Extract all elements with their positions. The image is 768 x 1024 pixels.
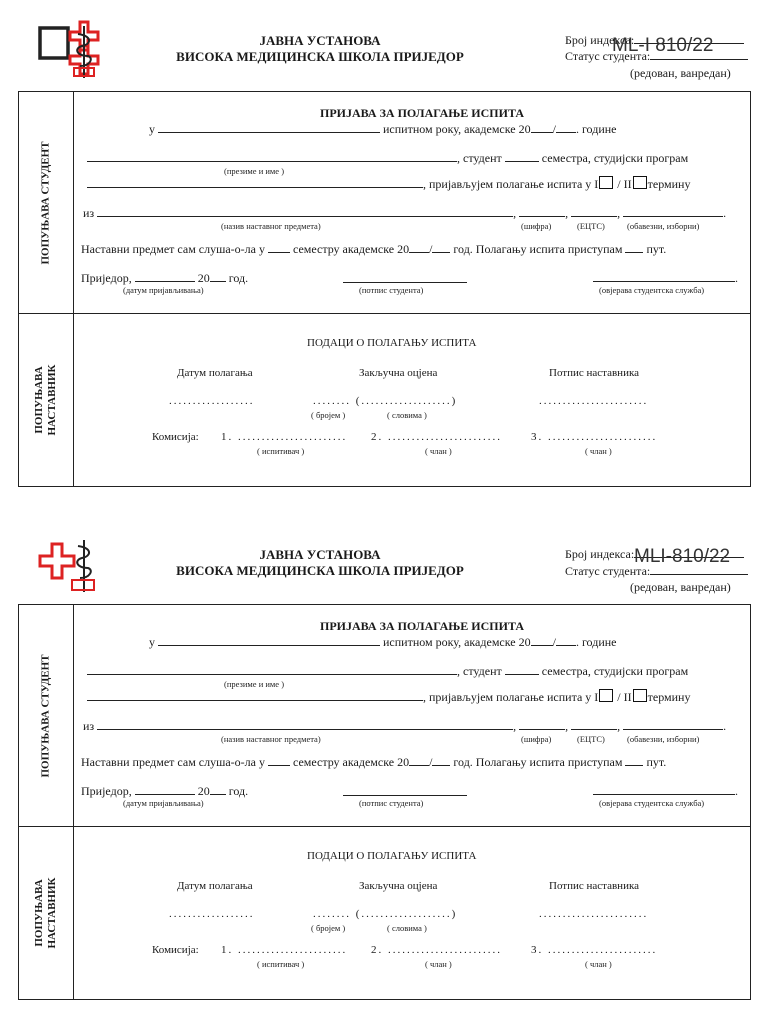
- teacher-section: [19, 826, 750, 999]
- hint-name: (презиме и име ): [224, 679, 285, 689]
- exam-period-line[interactable]: у испитном року, академске 20 / . године: [149, 122, 617, 136]
- col-teacher-signature: Потпис наставника: [549, 880, 640, 892]
- teacher-signature-field[interactable]: .......................: [539, 908, 649, 920]
- grade-field[interactable]: ........ (...................): [313, 395, 458, 407]
- student-side-column: [19, 605, 74, 826]
- application-copy-2: [0, 514, 768, 1004]
- handwritten-index-number: MLI-810/22: [634, 546, 731, 567]
- hint-member-2: ( члан ): [425, 446, 452, 456]
- handwritten-index-number: ML-I 810/22: [612, 35, 714, 56]
- hint-number: ( бројем ): [311, 410, 346, 420]
- subject-line[interactable]: из , , , .: [83, 719, 727, 733]
- status-hint: (редован, ванредан): [630, 580, 731, 594]
- index-number-field[interactable]: Број индекса:: [565, 32, 744, 48]
- student-service-field[interactable]: .: [593, 783, 738, 799]
- student-status-field[interactable]: Статус студента:: [565, 563, 748, 579]
- form-title: ПРИЈАВА ЗА ПОЛАГАЊЕ ИСПИТА: [320, 106, 525, 120]
- hint-date: (датум пријављивања): [123, 285, 204, 295]
- application-form-frame: [18, 604, 751, 1000]
- term-1-checkbox[interactable]: [599, 176, 613, 189]
- exam-data-title: ПОДАЦИ О ПОЛАГАЊУ ИСПИТА: [307, 850, 477, 862]
- hint-signature: (потпис студента): [359, 285, 424, 295]
- student-name-line[interactable]: , студент семестра, студијски програм: [87, 663, 688, 679]
- register-exam-line[interactable]: , пријављујем полагање испита у I / II термину: [87, 176, 690, 192]
- place-date-line[interactable]: Приједор, 20 год.: [81, 271, 249, 285]
- student-name-line[interactable]: , студент семестра, студијски програм: [87, 150, 688, 166]
- status-hint: (редован, ванредан): [630, 66, 731, 80]
- form-title: ПРИЈАВА ЗА ПОЛАГАЊЕ ИСПИТА: [320, 619, 525, 633]
- teacher-side-label: ПОПУЊАВА НАСТАВНИК: [33, 363, 58, 436]
- hint-name: (презиме и име ): [224, 166, 285, 176]
- col-exam-date: Датум полагања: [177, 367, 253, 379]
- committee-member-2-field[interactable]: 2. ........................: [371, 431, 502, 443]
- col-exam-date: Датум полагања: [177, 880, 253, 892]
- school-logo-icon: [36, 534, 116, 594]
- student-side-label: ПОПУЊАВА СТУДЕНТ: [39, 140, 52, 265]
- hint-member-2: ( члан ): [425, 959, 452, 969]
- hint-words: ( словима ): [387, 923, 427, 933]
- student-section: [19, 605, 750, 827]
- subject-line[interactable]: из , , , .: [83, 206, 727, 220]
- place-date-line[interactable]: Приједор, 20 год.: [81, 784, 249, 798]
- teacher-side-column: [19, 826, 74, 999]
- hint-type: (обавезни, изборни): [627, 221, 700, 231]
- hint-ects: (ЕЦТС): [577, 734, 605, 744]
- grade-field[interactable]: ........ (...................): [313, 908, 458, 920]
- hint-service: (овјерава студентска служба): [599, 285, 705, 295]
- hint-type: (обавезни, изборни): [627, 734, 700, 744]
- committee-member-1-field[interactable]: 1. .......................: [221, 944, 348, 956]
- hint-subject: (назив наставног предмета): [221, 734, 321, 744]
- term-2-checkbox[interactable]: [633, 176, 647, 189]
- teacher-section: [19, 313, 750, 486]
- teacher-signature-field[interactable]: .......................: [539, 395, 649, 407]
- hint-date: (датум пријављивања): [123, 798, 204, 808]
- exam-date-field[interactable]: ..................: [169, 395, 255, 407]
- student-section: [19, 92, 750, 314]
- hint-number: ( бројем ): [311, 923, 346, 933]
- attendance-line[interactable]: Наставни предмет сам слуша-о-ла у семестру академске 20 / год. Полагању испита приступам пут.: [81, 755, 667, 769]
- committee-member-3-field[interactable]: 3. .......................: [531, 944, 658, 956]
- hint-code: (шифра): [521, 734, 552, 744]
- teacher-side-column: [19, 313, 74, 486]
- hint-member-3: ( члан ): [585, 446, 612, 456]
- hint-ects: (ЕЦТС): [577, 221, 605, 231]
- col-final-grade: Закључна оцјена: [359, 367, 438, 379]
- register-exam-line[interactable]: , пријављујем полагање испита у I / II термину: [87, 689, 690, 705]
- teacher-side-label: ПОПУЊАВА НАСТАВНИК: [33, 876, 58, 949]
- exam-date-field[interactable]: ..................: [169, 908, 255, 920]
- institution-name: ЈАВНА УСТАНОВА ВИСОКА МЕДИЦИНСКА ШКОЛА ПРИЈЕДОР: [176, 33, 464, 64]
- hint-examiner: ( испитивач ): [257, 959, 305, 969]
- hint-code: (шифра): [521, 221, 552, 231]
- hint-words: ( словима ): [387, 410, 427, 420]
- school-logo-icon: [36, 20, 116, 80]
- committee-label: Комисија:: [152, 431, 199, 443]
- index-number-field[interactable]: Број индекса:: [565, 546, 744, 562]
- student-side-label: ПОПУЊАВА СТУДЕНТ: [39, 653, 52, 778]
- application-form-frame: [18, 91, 751, 487]
- committee-label: Комисија:: [152, 944, 199, 956]
- hint-examiner: ( испитивач ): [257, 446, 305, 456]
- hint-member-3: ( члан ): [585, 959, 612, 969]
- committee-member-1-field[interactable]: 1. .......................: [221, 431, 348, 443]
- student-side-column: [19, 92, 74, 313]
- term-2-checkbox[interactable]: [633, 689, 647, 702]
- exam-data-title: ПОДАЦИ О ПОЛАГАЊУ ИСПИТА: [307, 337, 477, 349]
- col-teacher-signature: Потпис наставника: [549, 367, 640, 379]
- institution-name: ЈАВНА УСТАНОВА ВИСОКА МЕДИЦИНСКА ШКОЛА ПРИЈЕДОР: [176, 547, 464, 578]
- hint-subject: (назив наставног предмета): [221, 221, 321, 231]
- hint-signature: (потпис студента): [359, 798, 424, 808]
- student-status-field[interactable]: Статус студента:: [565, 48, 748, 64]
- hint-service: (овјерава студентска служба): [599, 798, 705, 808]
- application-copy-1: [0, 0, 768, 490]
- student-service-field[interactable]: .: [593, 270, 738, 286]
- committee-member-2-field[interactable]: 2. ........................: [371, 944, 502, 956]
- col-final-grade: Закључна оцјена: [359, 880, 438, 892]
- exam-period-line[interactable]: у испитном року, академске 20 / . године: [149, 635, 617, 649]
- attendance-line[interactable]: Наставни предмет сам слуша-о-ла у семестру академске 20 / год. Полагању испита приступам пут.: [81, 242, 667, 256]
- term-1-checkbox[interactable]: [599, 689, 613, 702]
- committee-member-3-field[interactable]: 3. .......................: [531, 431, 658, 443]
